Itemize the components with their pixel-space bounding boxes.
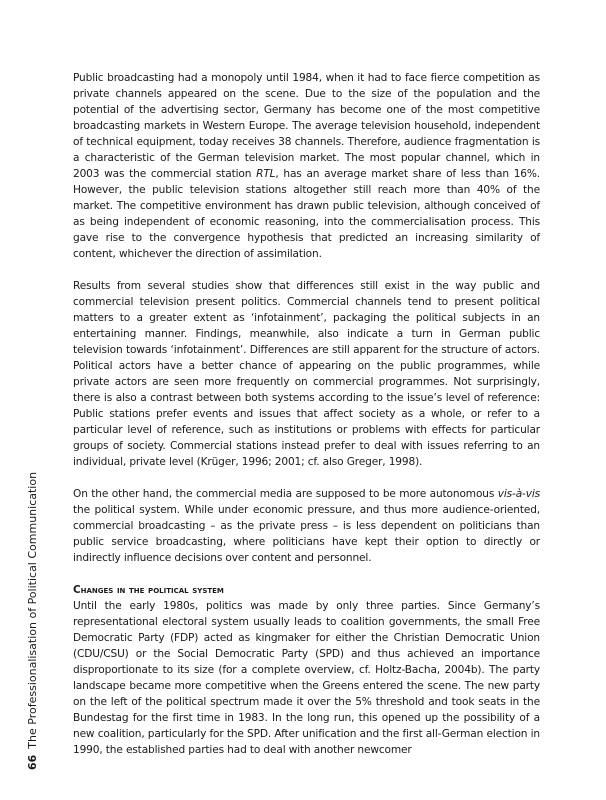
paragraph-results-studies: Results from several studies show that differences still exist in the way public and commercial television present politics. Commercial channels tend to present political matters to a greater extent as ‘infotainment’, packaging the political subjects in an entertaining manner. Findings, meanwhile, also indicate a turn in German public television towards ‘infotainment’. Differences are still apparent for the structure of actors. Political actors have a better chance of appearing on the public programmes, while private actors are seen more frequently on commercial programmes. Not surprisingly, there is also a contrast between both systems according to the issue’s level of reference: Public stations prefer events and issues that affect society as a whole, or refer to a particular level of reference, such as institutions or problems with effects for particular groups of society. Commercial stations instead prefer to deal with issues referring to an individual, private level (Krüger, 1996; 2001; cf. also Greger, 1998). [73,280,540,468]
italic-vis-a-vis: vis-à-vis [497,488,541,500]
running-header [27,472,39,770]
body-text [73,70,540,758]
page-number: 66 [26,754,39,770]
paragraph-public-broadcasting: Public broadcasting had a monopoly until 1984, when it had to face fierce competition as private channels appeared on the scene. Due to the size of the population and the potential of the advertising sector, Germany has become one of the most competitive broadcasting markets in Western Europe. The average television household, independent of technical equipment, today receives 38 channels. Therefore, audience fragmentation is a characteristic of the German television market. The most popular channel, which in 2003 was the commercial station RTL, has an average market share of less than 16%. However, the public television stations altogether still reach more than 40% of the market. The competitive environment has drawn public television, although conceived of as being independent of economic reasoning, into the commercialisation process. This gave rise to the convergence hypothesis that predicted an increasing similarity of content, whichever the direction of assimilation. [73,72,541,260]
italic-rtl: RTL [256,168,276,180]
paragraph-commercial-media: On the other hand, the commercial media are supposed to be more autonomous vis-à-vis the political system. While under economic pressure, and thus more audience-oriented, commercial broadcasting – as the private press – is less dependent on politicians than public service broadcasting, where politicians have kept their option to directly or indirectly influence decisions over content and personnel. [73,488,541,564]
paragraph-political-system: Until the early 1980s, politics was made by only three parties. Since Germany’s representational electoral system usually leads to coalition governments, the small Free Democratic Party (FDP) acted as kingmaker for either the Christian Democratic Union (CDU/CSU) or the Social Democratic Party (SPD) and thus achieved an importance disproportionate to its size (for a complete overview, cf. Holtz-Bacha, 2004b). The party landscape became more competitive when the Greens entered the scene. The new party on the left of the political spectrum made it over the 5% threshold and took seats in the Bundestag for the first time in 1983. In the long run, this opened up the possibility of a new coalition, particularly for the SPD. After unification and the first all-German election in 1990, the established parties had to deal with another newcomer [73,600,540,756]
running-title: The Professionalisation of Political Communication [26,471,39,749]
section-heading: Changes in the political system [73,584,224,596]
